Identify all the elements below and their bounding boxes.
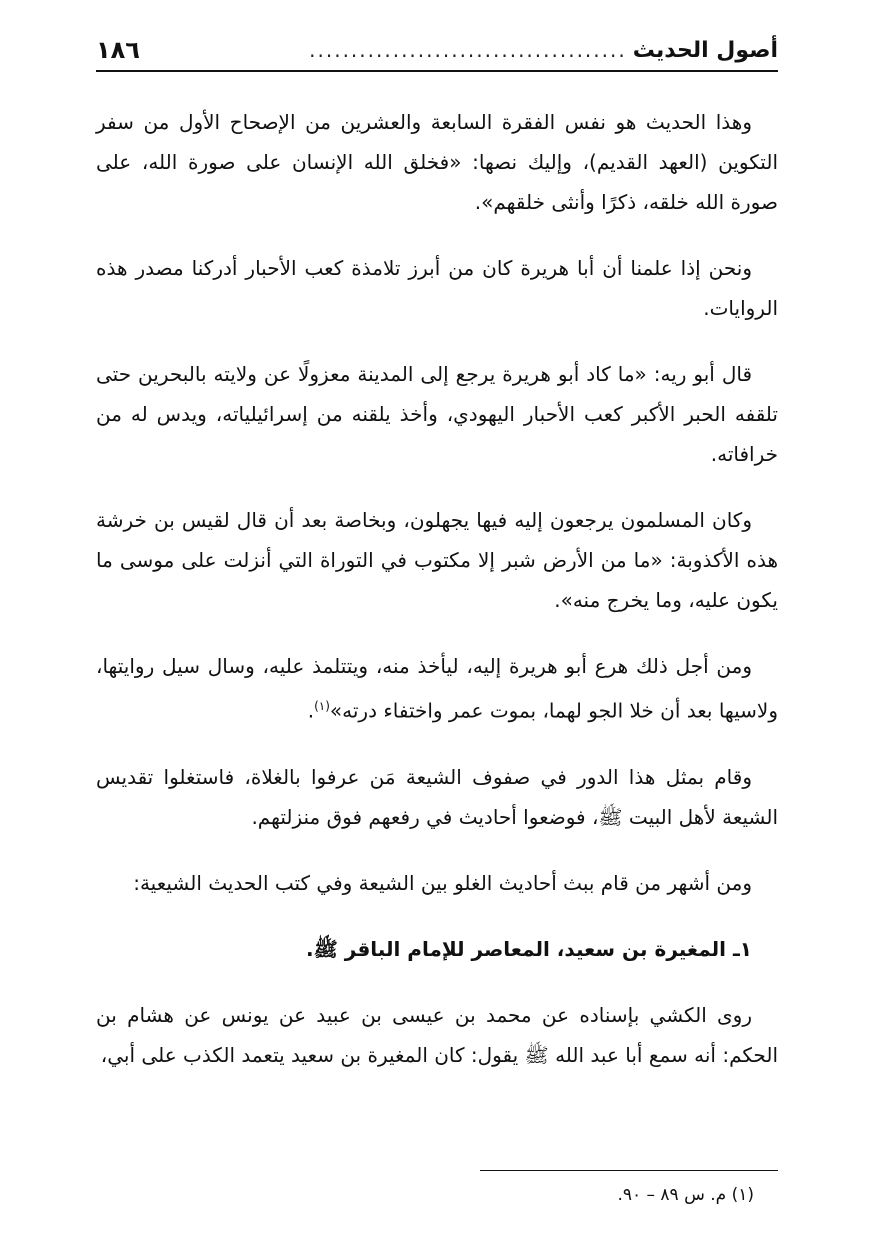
paragraph: وهذا الحديث هو نفس الفقرة السابعة والعشرين من الإصحاح الأول من سفر التكوين (العهد القديم)، وإليك نصها: «فخلق الله الإنسان على صورة الله، على صورة الله خلقه، ذكرًا وأنثى خلقهم». [96, 110, 778, 214]
paragraph: وكان المسلمون يرجعون إليه فيها يجهلون، وبخاصة بعد أن قال لقيس بن خرشة هذه الأكذوبة: «ما من الأرض شبر إلا مكتوب في التوراة التي أنزلت على موسى ما يكون عليه، وما يخرج منه». [96, 508, 778, 612]
paragraph: ومن أشهر من قام ببث أحاديث الغلو بين الشيعة وفي كتب الحديث الشيعية: [133, 870, 752, 895]
book-page [96, 30, 778, 1220]
paragraph: روى الكشي بإسناده عن محمد بن عيسى بن عبيد عن يونس عن هشام بن الحكم: أنه سمع أبا عبد الله ﷺ يقول: كان المغيرة بن سعيد يتعمد الكذب على أبي، [96, 1002, 778, 1067]
paragraph: ونحن إذا علمنا أن أبا هريرة كان من أبرز تلامذة كعب الأحبار أدركنا مصدر هذه الروايات. [96, 256, 778, 320]
running-title: أصول الحديث [632, 37, 778, 63]
page-header [96, 30, 778, 72]
page-number: ١٨٦ [96, 36, 140, 64]
section-heading: ١ـ المغيرة بن سعيد، المعاصر للإمام الباقر ﷺ. [306, 936, 752, 961]
footnote: (١) م. س ٨٩ – ٩٠. [617, 1185, 754, 1205]
paragraph: وقام بمثل هذا الدور في صفوف الشيعة مَن عرفوا بالغلاة، فاستغلوا تقديس الشيعة لأهل البيت ﷺ، فوضعوا أحاديث في رفعهم فوق منزلتهم. [96, 764, 778, 829]
paragraph-with-note: ومن أجل ذلك هرع أبو هريرة إليه، ليأخذ منه، ويتتلمذ عليه، وسال سيل روايتها، ولاسيها بعد أن خلا الجو لهما، بموت عمر واختفاء درته»$^{(١)}$. [96, 654, 778, 723]
page-body [96, 102, 778, 1101]
header-dots: ...................................... [309, 38, 627, 62]
footnote-divider [480, 1170, 778, 1171]
footnote-reference: (١) [314, 699, 330, 713]
paragraph: قال أبو ريه: «ما كاد أبو هريرة يرجع إلى المدينة معزولًا عن ولايته بالبحرين حتى تلقفه الحبر الأكبر كعب الأحبار اليهودي، وأخذ يلقنه من إسرائيلياته، ويدس له من خرافاته. [96, 362, 778, 466]
paragraph-text: ومن أجل ذلك هرع أبو هريرة إليه، ليأخذ منه، ويتتلمذ عليه، وسال سيل روايتها، ولاسيها بعد أن خلا الجو لهما، بموت عمر واختفاء درته» [96, 654, 778, 723]
